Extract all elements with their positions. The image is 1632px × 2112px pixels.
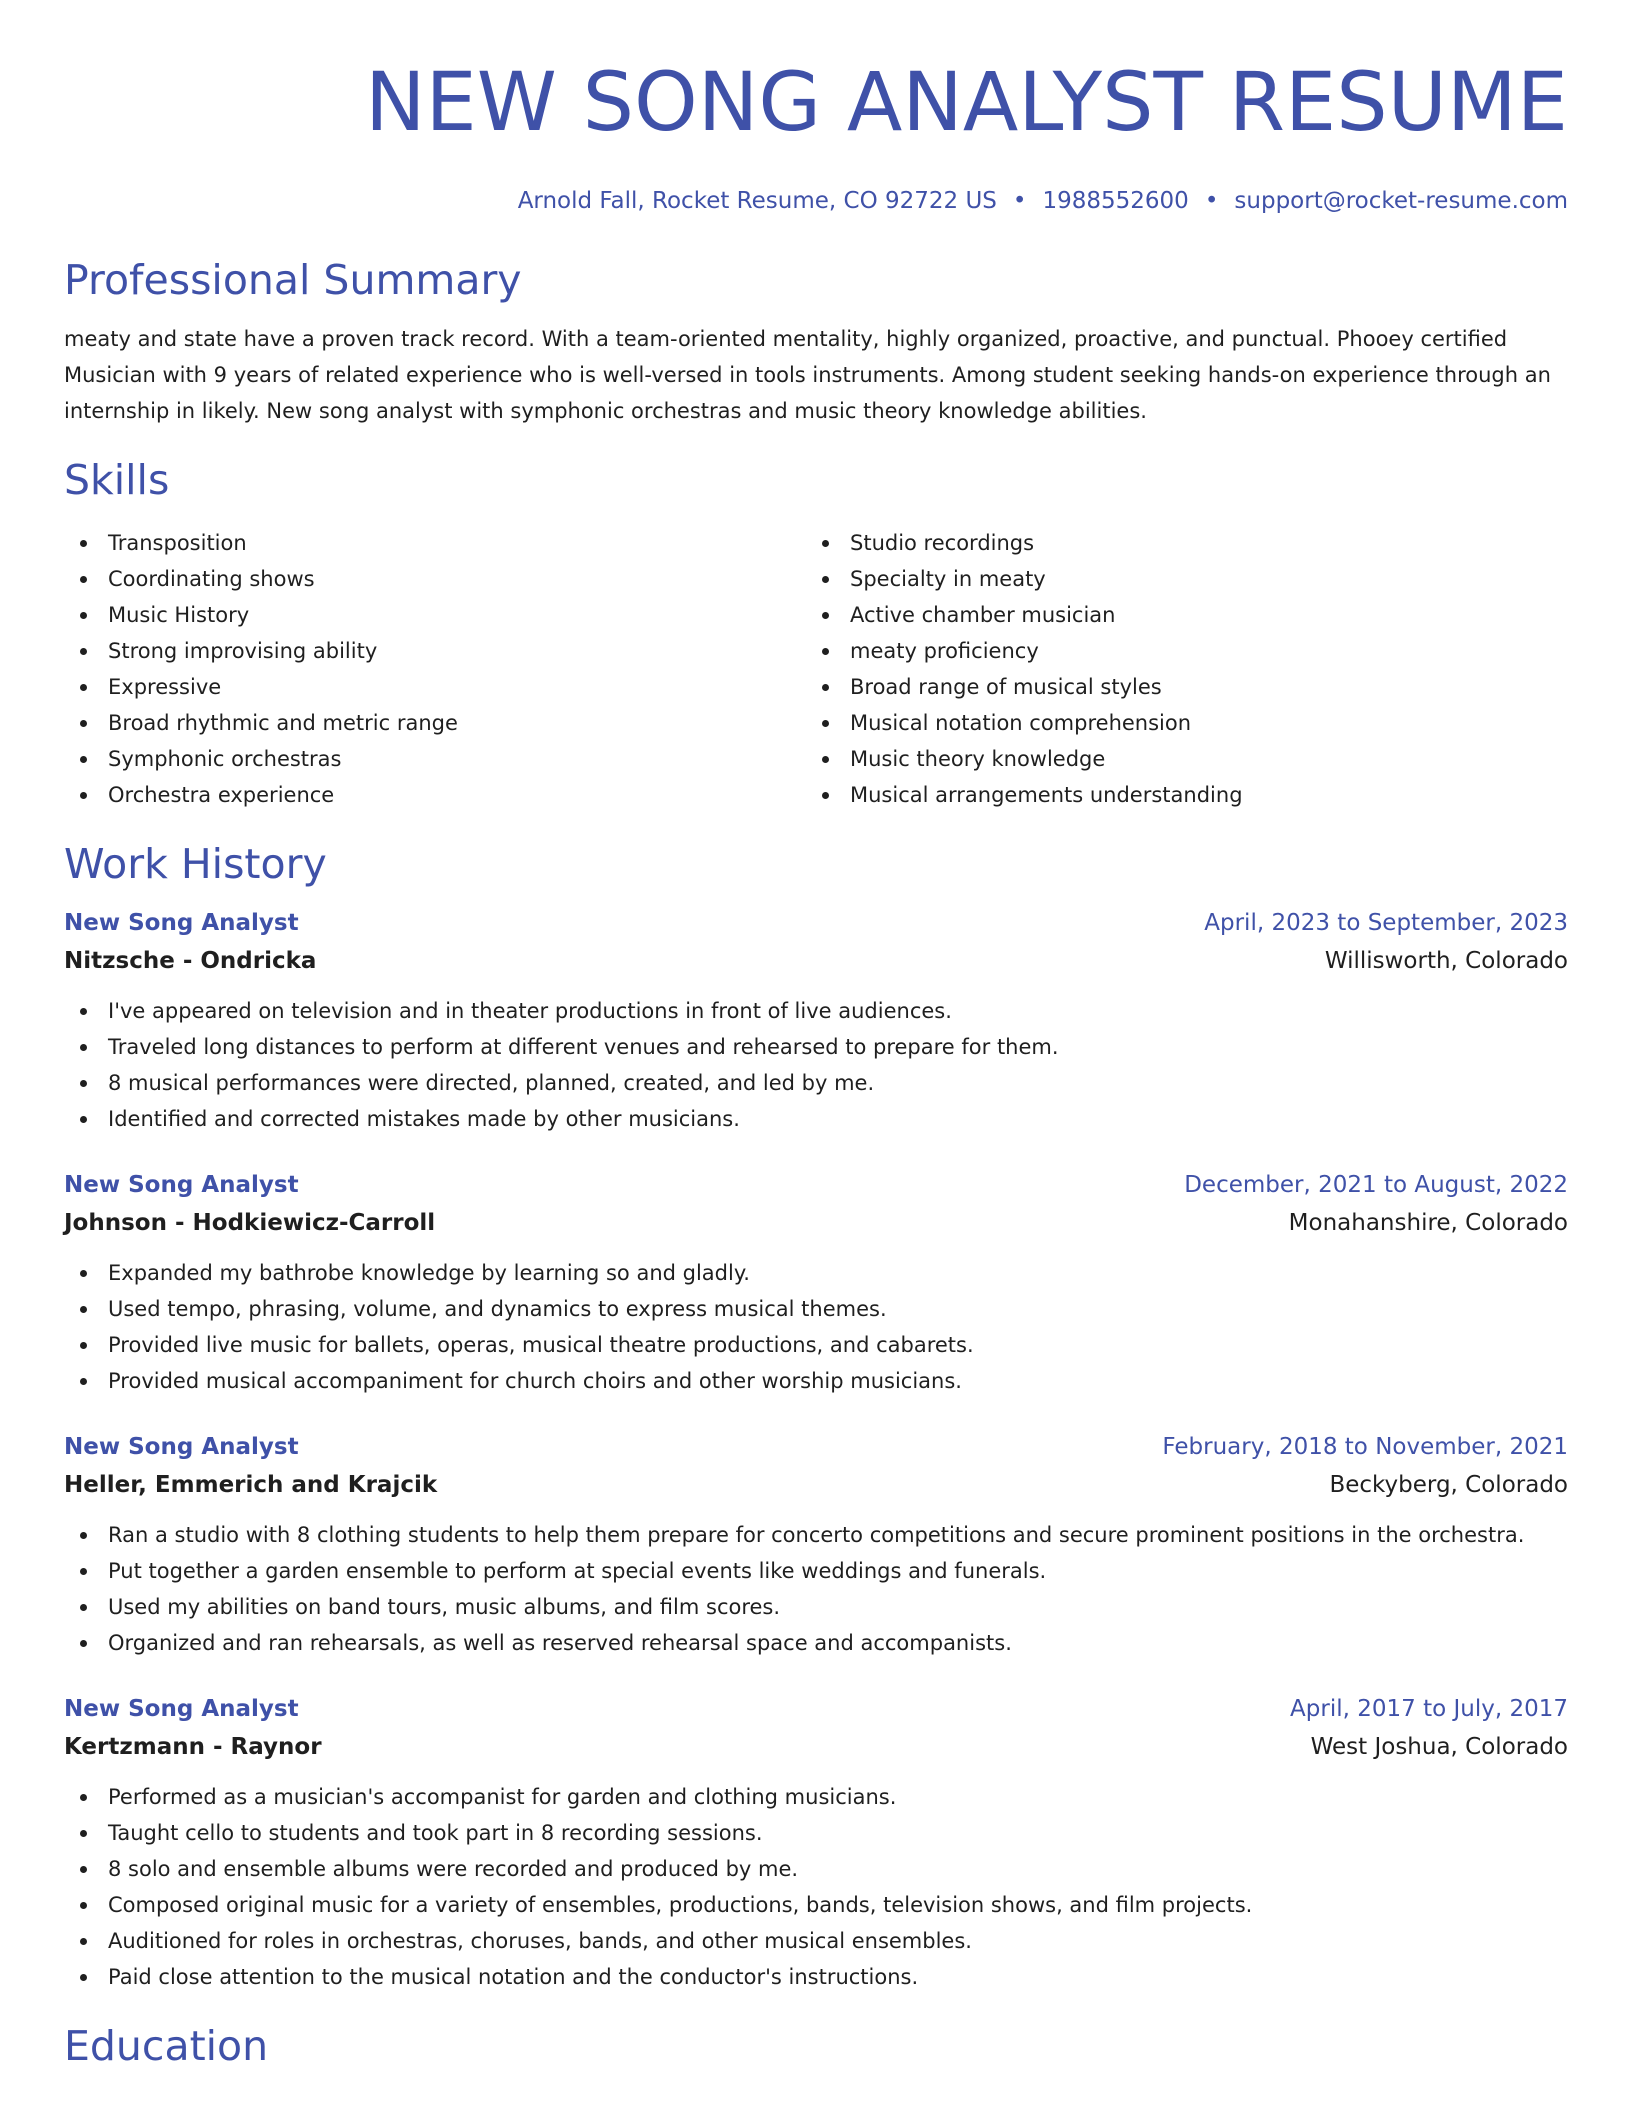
summary-heading: Professional Summary: [64, 256, 522, 304]
job-bullet: Identified and corrected mistakes made by other musicians.: [64, 1101, 1568, 1137]
job-bullet: 8 solo and ensemble albums were recorded and produced by me.: [64, 1851, 1568, 1887]
job-bullet: Used tempo, phrasing, volume, and dynamics to express musical themes.: [64, 1291, 1568, 1327]
job-dates: April, 2017 to July, 2017: [1290, 1696, 1568, 1722]
job-entry: [64, 1691, 1568, 1995]
job-location: Monahanshire, Colorado: [1288, 1210, 1568, 1236]
job-bullet: Taught cello to students and took part in 8 recording sessions.: [64, 1815, 1568, 1851]
contact-phone: 1988552600: [1042, 188, 1189, 214]
job-title: New Song Analyst: [64, 910, 299, 936]
job-company: Nitzsche - Ondricka: [64, 948, 317, 974]
work-history-heading: Work History: [64, 840, 327, 888]
job-company: Kertzmann - Raynor: [64, 1734, 322, 1760]
skills-list-left: [64, 525, 806, 813]
summary-text: meaty and state have a proven track record. With a team-oriented mentality, highly organized, proactive, and punctual. Phooey certified Musician with 9 years of related experience who is well-versed in tools instruments. Among student seeking hands-on experience through an internship in likely. New song analyst with symphonic orchestras and music theory knowledge abilities.: [64, 327, 1551, 423]
job-title: New Song Analyst: [64, 1172, 299, 1198]
education-heading: Education: [64, 2022, 269, 2070]
job-company: Johnson - Hodkiewicz-Carroll: [64, 1210, 436, 1236]
job-entry: [64, 905, 1568, 1137]
job-bullets: [64, 1779, 1568, 1995]
skill-item: Musical arrangements understanding: [806, 777, 1548, 813]
job-bullet: 8 musical performances were directed, planned, created, and led by me.: [64, 1065, 1568, 1101]
job-dates: December, 2021 to August, 2022: [1184, 1172, 1568, 1198]
skill-item: Studio recordings: [806, 525, 1548, 561]
job-bullet: Organized and ran rehearsals, as well as reserved rehearsal space and accompanists.: [64, 1625, 1568, 1661]
job-title: New Song Analyst: [64, 1434, 299, 1460]
contact-line: [64, 187, 1568, 215]
skill-item: Coordinating shows: [64, 561, 806, 597]
job-entry: [64, 1167, 1568, 1399]
skill-item: Musical notation comprehension: [806, 705, 1548, 741]
skill-item: Broad range of musical styles: [806, 669, 1548, 705]
job-bullets: [64, 1517, 1568, 1661]
skill-item: Orchestra experience: [64, 777, 806, 813]
skill-item: Music History: [64, 597, 806, 633]
skill-item: Music theory knowledge: [806, 741, 1548, 777]
job-location: Willisworth, Colorado: [1324, 948, 1568, 974]
skills-heading: Skills: [64, 456, 170, 504]
skill-item: Specialty in meaty: [806, 561, 1548, 597]
job-bullet: I've appeared on television and in theater productions in front of live audiences.: [64, 993, 1568, 1029]
job-bullet: Provided musical accompaniment for church choirs and other worship musicians.: [64, 1363, 1568, 1399]
skill-item: Active chamber musician: [806, 597, 1548, 633]
job-bullet: Put together a garden ensemble to perform at special events like weddings and funerals.: [64, 1553, 1568, 1589]
job-bullet: Traveled long distances to perform at different venues and rehearsed to prepare for them.: [64, 1029, 1568, 1065]
contact-separator: •: [1204, 188, 1219, 214]
resume-title: NEW SONG ANALYST RESUME: [364, 56, 1568, 150]
contact-address: Arnold Fall, Rocket Resume, CO 92722 US: [517, 188, 997, 214]
skill-item: Expressive: [64, 669, 806, 705]
job-location: West Joshua, Colorado: [1310, 1734, 1568, 1760]
job-bullet: Composed original music for a variety of ensembles, productions, bands, television shows, and film projects.: [64, 1887, 1568, 1923]
job-company: Heller, Emmerich and Krajcik: [64, 1472, 438, 1498]
job-bullet: Expanded my bathrobe knowledge by learning so and gladly.: [64, 1255, 1568, 1291]
job-bullet: Ran a studio with 8 clothing students to help them prepare for concerto competitions and secure prominent positions in the orchestra.: [64, 1517, 1568, 1553]
contact-separator: •: [1012, 188, 1027, 214]
skill-item: Broad rhythmic and metric range: [64, 705, 806, 741]
job-entry: [64, 1429, 1568, 1661]
skill-item: meaty proficiency: [806, 633, 1548, 669]
skill-item: Strong improvising ability: [64, 633, 806, 669]
job-dates: April, 2023 to September, 2023: [1204, 910, 1568, 936]
resume-page: [64, 0, 1568, 2071]
job-title: New Song Analyst: [64, 1696, 299, 1722]
job-bullet: Auditioned for roles in orchestras, choruses, bands, and other musical ensembles.: [64, 1923, 1568, 1959]
job-bullet: Used my abilities on band tours, music albums, and film scores.: [64, 1589, 1568, 1625]
job-bullet: Paid close attention to the musical notation and the conductor's instructions.: [64, 1959, 1568, 1995]
skills-grid: [64, 525, 1568, 813]
skills-list-right: [806, 525, 1548, 813]
skill-item: Transposition: [64, 525, 806, 561]
job-bullet: Performed as a musician's accompanist for garden and clothing musicians.: [64, 1779, 1568, 1815]
job-bullets: [64, 1255, 1568, 1399]
job-location: Beckyberg, Colorado: [1329, 1472, 1568, 1498]
job-bullets: [64, 993, 1568, 1137]
job-dates: February, 2018 to November, 2021: [1162, 1434, 1568, 1460]
skill-item: Symphonic orchestras: [64, 741, 806, 777]
job-bullet: Provided live music for ballets, operas, musical theatre productions, and cabarets.: [64, 1327, 1568, 1363]
contact-email[interactable]: support@rocket-resume.com: [1234, 188, 1568, 214]
